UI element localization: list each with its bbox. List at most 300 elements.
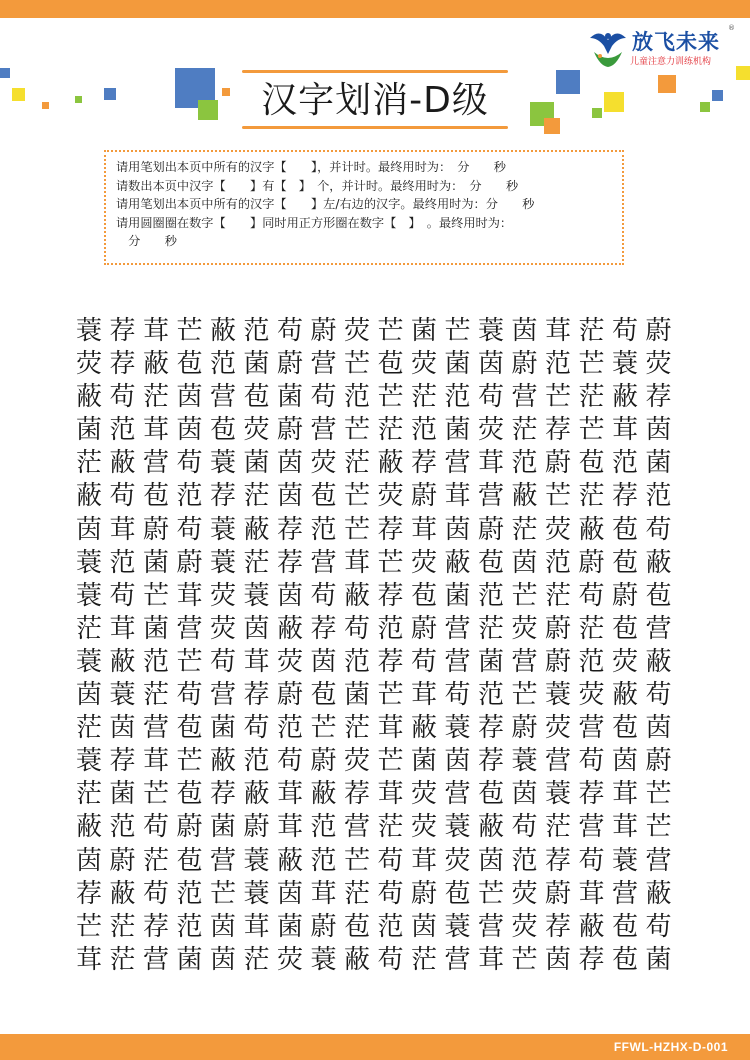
grid-character[interactable]: 荧 [76,349,103,380]
grid-character[interactable]: 蓑 [444,812,471,843]
grid-character[interactable]: 荧 [645,349,672,380]
grid-character[interactable]: 苞 [344,911,371,942]
grid-character[interactable]: 茸 [411,845,438,876]
grid-character[interactable]: 营 [310,547,337,578]
grid-character[interactable]: 荐 [645,382,672,413]
grid-character[interactable]: 苞 [411,580,438,611]
grid-character[interactable]: 蓑 [545,779,572,810]
grid-character[interactable]: 范 [377,911,404,942]
grid-character[interactable]: 苞 [612,713,639,744]
grid-character[interactable]: 荐 [478,746,505,777]
grid-character[interactable]: 茵 [478,349,505,380]
grid-character[interactable]: 茫 [76,779,103,810]
grid-character[interactable]: 蓑 [444,911,471,942]
grid-character[interactable]: 苟 [143,878,170,909]
grid-character[interactable]: 蔽 [444,547,471,578]
grid-character[interactable]: 营 [645,613,672,644]
grid-character[interactable]: 茸 [310,878,337,909]
grid-character[interactable]: 苟 [176,680,203,711]
grid-character[interactable]: 苟 [277,746,304,777]
grid-character[interactable]: 蔽 [645,878,672,909]
grid-character[interactable]: 营 [310,415,337,446]
grid-character[interactable]: 茫 [143,382,170,413]
grid-character[interactable]: 荐 [109,349,136,380]
grid-character[interactable]: 蔚 [109,845,136,876]
grid-character[interactable]: 蔚 [310,746,337,777]
grid-character[interactable]: 苞 [377,349,404,380]
grid-character[interactable]: 芒 [578,349,605,380]
grid-character[interactable]: 荧 [411,349,438,380]
grid-character[interactable]: 茵 [210,911,237,942]
grid-character[interactable]: 营 [210,845,237,876]
grid-character[interactable]: 荐 [344,779,371,810]
grid-character[interactable]: 营 [444,779,471,810]
grid-character[interactable]: 茵 [645,415,672,446]
grid-character[interactable]: 蔽 [411,713,438,744]
grid-character[interactable]: 营 [143,713,170,744]
grid-character[interactable]: 苞 [578,448,605,479]
grid-character[interactable]: 荧 [310,448,337,479]
grid-character[interactable]: 苟 [310,580,337,611]
grid-character[interactable]: 芒 [176,646,203,677]
grid-character[interactable]: 芒 [143,779,170,810]
grid-character[interactable]: 荐 [578,944,605,975]
grid-character[interactable]: 茫 [76,613,103,644]
grid-character[interactable]: 蓑 [243,580,270,611]
grid-character[interactable]: 蔽 [76,382,103,413]
grid-character[interactable]: 苞 [176,779,203,810]
grid-character[interactable]: 苞 [444,878,471,909]
grid-character[interactable]: 菌 [210,713,237,744]
grid-character[interactable]: 蔚 [310,316,337,346]
grid-character[interactable]: 菌 [344,680,371,711]
grid-character[interactable]: 营 [578,812,605,843]
grid-character[interactable]: 营 [645,845,672,876]
grid-character[interactable]: 蔽 [109,878,136,909]
grid-character[interactable]: 荧 [210,580,237,611]
grid-character[interactable]: 茵 [277,481,304,512]
grid-character[interactable]: 芒 [344,349,371,380]
grid-character[interactable]: 蔚 [243,812,270,843]
grid-character[interactable]: 茸 [109,613,136,644]
grid-character[interactable]: 范 [511,448,538,479]
grid-character[interactable]: 荐 [310,613,337,644]
grid-character[interactable]: 营 [310,349,337,380]
grid-character[interactable]: 茵 [511,779,538,810]
grid-character[interactable]: 营 [478,481,505,512]
grid-character[interactable]: 芒 [310,713,337,744]
grid-character[interactable]: 范 [310,845,337,876]
grid-character[interactable]: 菌 [411,746,438,777]
grid-character[interactable]: 菌 [76,415,103,446]
grid-character[interactable]: 苟 [377,944,404,975]
grid-character[interactable]: 芒 [210,878,237,909]
grid-character[interactable]: 苞 [176,713,203,744]
grid-character[interactable]: 茵 [545,944,572,975]
grid-character[interactable]: 蓑 [511,746,538,777]
grid-character[interactable]: 蔽 [478,812,505,843]
grid-character[interactable]: 苟 [109,382,136,413]
grid-character[interactable]: 营 [612,878,639,909]
grid-character[interactable]: 营 [143,944,170,975]
grid-character[interactable]: 苟 [344,613,371,644]
grid-character[interactable]: 营 [578,713,605,744]
grid-character[interactable]: 蔚 [645,316,672,346]
grid-character[interactable]: 茫 [545,812,572,843]
grid-character[interactable]: 芒 [645,812,672,843]
grid-character[interactable]: 蔚 [176,547,203,578]
grid-character[interactable]: 茵 [76,680,103,711]
grid-character[interactable]: 茵 [444,746,471,777]
grid-character[interactable]: 茵 [277,448,304,479]
grid-character[interactable]: 荐 [143,911,170,942]
grid-character[interactable]: 茵 [109,713,136,744]
grid-character[interactable]: 茵 [176,382,203,413]
grid-character[interactable]: 蔽 [109,448,136,479]
grid-character[interactable]: 茫 [344,878,371,909]
grid-character[interactable]: 苞 [143,481,170,512]
grid-character[interactable]: 茵 [511,316,538,346]
grid-character[interactable]: 茵 [511,547,538,578]
grid-character[interactable]: 荧 [277,646,304,677]
grid-character[interactable]: 荧 [411,779,438,810]
grid-character[interactable]: 荐 [545,911,572,942]
grid-character[interactable]: 荐 [210,481,237,512]
grid-character[interactable]: 蓑 [210,547,237,578]
grid-character[interactable]: 苟 [210,646,237,677]
grid-character[interactable]: 蓑 [243,845,270,876]
grid-character[interactable]: 苞 [243,382,270,413]
grid-character[interactable]: 茵 [210,944,237,975]
grid-character[interactable]: 荐 [478,713,505,744]
grid-character[interactable]: 蔽 [612,680,639,711]
grid-character[interactable]: 蔽 [645,547,672,578]
grid-character[interactable]: 菌 [243,448,270,479]
grid-character[interactable]: 茸 [109,514,136,545]
grid-character[interactable]: 蔽 [578,514,605,545]
grid-character[interactable]: 茸 [545,316,572,346]
grid-character[interactable]: 茵 [277,878,304,909]
grid-character[interactable]: 范 [243,316,270,346]
grid-character[interactable]: 营 [478,911,505,942]
grid-character[interactable]: 蓑 [243,878,270,909]
grid-character[interactable]: 荧 [344,746,371,777]
grid-character[interactable]: 茸 [277,812,304,843]
grid-character[interactable]: 芒 [377,382,404,413]
grid-character[interactable]: 茸 [478,448,505,479]
grid-character[interactable]: 茵 [76,845,103,876]
grid-character[interactable]: 茵 [411,911,438,942]
grid-character[interactable]: 芒 [377,680,404,711]
grid-character[interactable]: 范 [545,349,572,380]
grid-character[interactable]: 茸 [444,481,471,512]
grid-character[interactable]: 蓑 [76,316,103,346]
grid-character[interactable]: 荐 [411,448,438,479]
grid-character[interactable]: 芒 [578,415,605,446]
grid-character[interactable]: 茸 [344,547,371,578]
grid-character[interactable]: 蓑 [478,316,505,346]
grid-character[interactable]: 范 [176,911,203,942]
grid-character[interactable]: 茵 [277,580,304,611]
grid-character[interactable]: 苞 [176,349,203,380]
grid-character[interactable]: 蔚 [511,713,538,744]
grid-character[interactable]: 蓑 [210,448,237,479]
grid-character[interactable]: 茵 [612,746,639,777]
grid-character[interactable]: 苞 [210,415,237,446]
grid-character[interactable]: 苟 [645,680,672,711]
grid-character[interactable]: 范 [344,382,371,413]
grid-character[interactable]: 芒 [344,845,371,876]
grid-character[interactable]: 菌 [109,779,136,810]
grid-character[interactable]: 蔽 [645,646,672,677]
grid-character[interactable]: 蔽 [210,746,237,777]
grid-character[interactable]: 茫 [545,580,572,611]
grid-character[interactable]: 苞 [310,680,337,711]
grid-character[interactable]: 茫 [344,448,371,479]
grid-character[interactable]: 芒 [511,944,538,975]
grid-character[interactable]: 芒 [176,316,203,346]
grid-character[interactable]: 蔚 [277,680,304,711]
grid-character[interactable]: 蔽 [377,448,404,479]
grid-character[interactable]: 茫 [143,845,170,876]
grid-character[interactable]: 蔽 [277,845,304,876]
grid-character[interactable]: 范 [243,746,270,777]
grid-character[interactable]: 菌 [210,812,237,843]
grid-character[interactable]: 范 [578,646,605,677]
grid-character[interactable]: 营 [444,646,471,677]
grid-character[interactable]: 苟 [377,878,404,909]
grid-character[interactable]: 蔚 [545,448,572,479]
grid-character[interactable]: 营 [444,448,471,479]
grid-character[interactable]: 荧 [511,878,538,909]
grid-character[interactable]: 苞 [176,845,203,876]
grid-character[interactable]: 苟 [645,911,672,942]
grid-character[interactable]: 荧 [344,316,371,346]
grid-character[interactable]: 茫 [109,911,136,942]
grid-character[interactable]: 蔽 [612,382,639,413]
grid-character[interactable]: 苟 [444,680,471,711]
grid-character[interactable]: 茫 [109,944,136,975]
grid-character[interactable]: 蔚 [277,415,304,446]
grid-character[interactable]: 荐 [578,779,605,810]
grid-character[interactable]: 蓑 [612,349,639,380]
grid-character[interactable]: 蔽 [578,911,605,942]
grid-character[interactable]: 茸 [143,746,170,777]
grid-character[interactable]: 荧 [511,911,538,942]
grid-character[interactable]: 茸 [243,911,270,942]
grid-character[interactable]: 菌 [411,316,438,346]
grid-character[interactable]: 菌 [176,944,203,975]
grid-character[interactable]: 茫 [578,316,605,346]
grid-character[interactable]: 菌 [277,382,304,413]
grid-character[interactable]: 茸 [377,779,404,810]
grid-character[interactable]: 茸 [277,779,304,810]
grid-character[interactable]: 营 [444,613,471,644]
grid-character[interactable]: 营 [545,746,572,777]
grid-character[interactable]: 荐 [76,878,103,909]
grid-character[interactable]: 蔽 [109,646,136,677]
grid-character[interactable]: 苟 [176,514,203,545]
grid-character[interactable]: 茸 [612,812,639,843]
grid-character[interactable]: 茸 [411,514,438,545]
grid-character[interactable]: 范 [612,448,639,479]
grid-character[interactable]: 苟 [310,382,337,413]
grid-character[interactable]: 茵 [444,514,471,545]
grid-character[interactable]: 芒 [545,382,572,413]
grid-character[interactable]: 苞 [612,613,639,644]
grid-character[interactable]: 芒 [377,316,404,346]
grid-character[interactable]: 茫 [377,812,404,843]
grid-character[interactable]: 茫 [411,382,438,413]
grid-character[interactable]: 荐 [277,547,304,578]
grid-character[interactable]: 范 [109,547,136,578]
grid-character[interactable]: 芒 [377,746,404,777]
grid-character[interactable]: 苞 [478,547,505,578]
grid-character[interactable]: 荧 [545,514,572,545]
grid-character[interactable]: 茫 [511,415,538,446]
grid-character[interactable]: 蔽 [76,481,103,512]
grid-character[interactable]: 蔚 [511,349,538,380]
grid-character[interactable]: 荐 [545,845,572,876]
grid-character[interactable]: 芒 [478,878,505,909]
grid-character[interactable]: 苞 [645,580,672,611]
grid-character[interactable]: 蓑 [109,680,136,711]
grid-character[interactable]: 芒 [645,779,672,810]
grid-character[interactable]: 营 [210,382,237,413]
grid-character[interactable]: 荐 [277,514,304,545]
grid-character[interactable]: 营 [444,944,471,975]
grid-character[interactable]: 茵 [243,613,270,644]
grid-character[interactable]: 荧 [243,415,270,446]
grid-character[interactable]: 芒 [511,680,538,711]
grid-character[interactable]: 荐 [109,316,136,346]
grid-character[interactable]: 蔽 [310,779,337,810]
grid-character[interactable]: 茸 [143,415,170,446]
grid-character[interactable]: 范 [411,415,438,446]
grid-character[interactable]: 范 [176,878,203,909]
grid-character[interactable]: 荐 [210,779,237,810]
grid-character[interactable]: 茫 [511,514,538,545]
grid-character[interactable]: 茸 [76,944,103,975]
grid-character[interactable]: 茫 [243,481,270,512]
grid-character[interactable]: 荐 [545,415,572,446]
grid-character[interactable]: 蔽 [143,349,170,380]
grid-character[interactable]: 菌 [143,547,170,578]
grid-character[interactable]: 茸 [478,944,505,975]
grid-character[interactable]: 营 [511,646,538,677]
grid-character[interactable]: 蔚 [310,911,337,942]
grid-character[interactable]: 菌 [645,944,672,975]
grid-character[interactable]: 茫 [478,613,505,644]
grid-character[interactable]: 蔚 [545,613,572,644]
grid-character[interactable]: 茸 [243,646,270,677]
grid-character[interactable]: 荧 [545,713,572,744]
grid-character[interactable]: 蓑 [76,547,103,578]
grid-character[interactable]: 芒 [176,746,203,777]
grid-character[interactable]: 荐 [109,746,136,777]
grid-character[interactable]: 苞 [310,481,337,512]
grid-character[interactable]: 蓑 [76,646,103,677]
grid-character[interactable]: 蓑 [76,580,103,611]
grid-character[interactable]: 芒 [444,316,471,346]
grid-character[interactable]: 蔚 [176,812,203,843]
grid-character[interactable]: 苟 [578,580,605,611]
grid-character[interactable]: 荐 [243,680,270,711]
grid-character[interactable]: 苟 [478,382,505,413]
grid-character[interactable]: 蔚 [411,613,438,644]
grid-character[interactable]: 蓑 [444,713,471,744]
grid-character[interactable]: 荧 [377,481,404,512]
grid-character[interactable]: 茸 [377,713,404,744]
grid-character[interactable]: 苟 [377,845,404,876]
grid-character[interactable]: 茫 [143,680,170,711]
grid-character[interactable]: 范 [277,713,304,744]
grid-character[interactable]: 菌 [444,580,471,611]
grid-character[interactable]: 荐 [612,481,639,512]
grid-character[interactable]: 苟 [143,812,170,843]
grid-character[interactable]: 蔽 [344,944,371,975]
grid-character[interactable]: 蓑 [545,680,572,711]
grid-character[interactable]: 茵 [478,845,505,876]
grid-character[interactable]: 芒 [344,481,371,512]
grid-character[interactable]: 苟 [511,812,538,843]
grid-character[interactable]: 芒 [344,415,371,446]
grid-character[interactable]: 苟 [176,448,203,479]
grid-character[interactable]: 范 [210,349,237,380]
grid-character[interactable]: 茫 [377,415,404,446]
grid-character[interactable]: 蓑 [612,845,639,876]
grid-character[interactable]: 范 [109,812,136,843]
grid-character[interactable]: 茫 [76,448,103,479]
grid-character[interactable]: 茫 [344,713,371,744]
grid-character[interactable]: 菌 [478,646,505,677]
grid-character[interactable]: 茵 [176,415,203,446]
grid-character[interactable]: 茫 [243,547,270,578]
grid-character[interactable]: 范 [143,646,170,677]
grid-character[interactable]: 茫 [578,382,605,413]
grid-character[interactable]: 蔚 [411,878,438,909]
grid-character[interactable]: 茫 [76,713,103,744]
grid-character[interactable]: 蔽 [511,481,538,512]
grid-character[interactable]: 范 [511,845,538,876]
grid-character[interactable]: 荐 [377,514,404,545]
grid-character[interactable]: 茵 [76,514,103,545]
grid-character[interactable]: 苞 [478,779,505,810]
grid-character[interactable]: 蔽 [344,580,371,611]
grid-character[interactable]: 蓑 [210,514,237,545]
grid-character[interactable]: 茸 [612,779,639,810]
grid-character[interactable]: 苟 [109,580,136,611]
grid-character[interactable]: 苟 [578,746,605,777]
grid-character[interactable]: 蔽 [243,779,270,810]
grid-character[interactable]: 荐 [377,646,404,677]
grid-character[interactable]: 芒 [344,514,371,545]
grid-character[interactable]: 荧 [444,845,471,876]
grid-character[interactable]: 芒 [143,580,170,611]
grid-character[interactable]: 蔚 [545,878,572,909]
grid-character[interactable]: 苞 [612,944,639,975]
grid-character[interactable]: 茫 [578,481,605,512]
grid-character[interactable]: 蓑 [310,944,337,975]
grid-character[interactable]: 范 [310,514,337,545]
grid-character[interactable]: 荧 [411,547,438,578]
grid-character[interactable]: 范 [545,547,572,578]
grid-character[interactable]: 菌 [243,349,270,380]
grid-character[interactable]: 苟 [411,646,438,677]
grid-character[interactable]: 蔚 [277,349,304,380]
grid-character[interactable]: 苟 [243,713,270,744]
grid-character[interactable]: 茸 [612,415,639,446]
